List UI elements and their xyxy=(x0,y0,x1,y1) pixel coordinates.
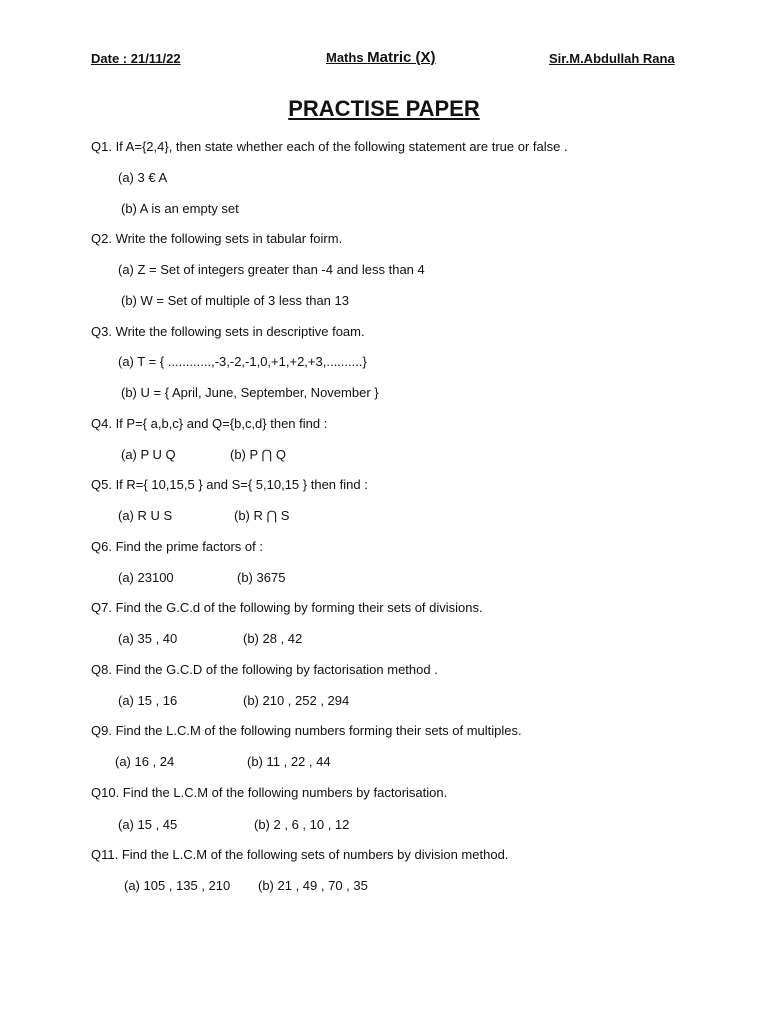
question-6: Q6. Find the prime factors of : xyxy=(91,539,263,554)
question-2-part-b: (b) W = Set of multiple of 3 less than 13 xyxy=(121,293,349,308)
question-3: Q3. Write the following sets in descriptive foam. xyxy=(91,324,365,339)
question-4-part-b: (b) P ⋂ Q xyxy=(230,447,286,462)
question-4-part-a: (a) P U Q xyxy=(121,447,176,462)
date-label: Date : 21/11/22 xyxy=(91,51,181,66)
question-10: Q10. Find the L.C.M of the following numbers by factorisation. xyxy=(91,785,448,800)
question-5-part-a: (a) R U S xyxy=(118,508,173,523)
question-9-part-b: (b) 11 , 22 , 44 xyxy=(247,754,331,769)
question-11-part-b: (b) 21 , 49 , 70 , 35 xyxy=(258,878,368,893)
question-7: Q7. Find the G.C.d of the following by forming their sets of divisions. xyxy=(91,600,483,615)
question-2: Q2. Write the following sets in tabular foirm. xyxy=(91,231,343,246)
subject-label xyxy=(326,50,436,66)
question-11-part-a: (a) 105 , 135 , 210 xyxy=(124,878,231,893)
question-8-part-b: (b) 210 , 252 , 294 xyxy=(243,693,350,708)
question-6-part-a: (a) 23100 xyxy=(118,570,174,585)
question-4: Q4. If P={ a,b,c} and Q={b,c,d} then find : xyxy=(91,416,328,431)
question-9: Q9. Find the L.C.M of the following numbers forming their sets of multiples. xyxy=(91,723,522,738)
subject-class: Matric (X) xyxy=(367,49,436,66)
question-7-part-b: (b) 28 , 42 xyxy=(243,631,303,646)
page-title: PRACTISE PAPER xyxy=(288,96,480,121)
question-2-part-a: (a) Z = Set of integers greater than -4 and less than 4 xyxy=(118,262,425,277)
question-1-part-b: (b) A is an empty set xyxy=(121,201,239,216)
question-1-part-a: (a) 3 € A xyxy=(118,170,168,185)
question-5: Q5. If R={ 10,15,5 } and S={ 5,10,15 } then find : xyxy=(91,477,368,492)
question-3-part-a: (a) T = { ............,-3,-2,-1,0,+1,+2,+3,..........} xyxy=(118,354,367,369)
teacher-name: Sir.M.Abdullah Rana xyxy=(549,51,675,66)
question-9-part-a: (a) 16 , 24 xyxy=(115,754,175,769)
question-10-part-a: (a) 15 , 45 xyxy=(118,817,178,832)
question-8: Q8. Find the G.C.D of the following by factorisation method . xyxy=(91,662,438,677)
question-1: Q1. If A={2,4}, then state whether each of the following statement are true or false . xyxy=(91,139,568,154)
question-3-part-b: (b) U = { April, June, September, November } xyxy=(121,385,379,400)
question-11: Q11. Find the L.C.M of the following sets of numbers by division method. xyxy=(91,847,509,862)
question-5-part-b: (b) R ⋂ S xyxy=(234,508,290,523)
question-6-part-b: (b) 3675 xyxy=(237,570,286,585)
question-7-part-a: (a) 35 , 40 xyxy=(118,631,178,646)
question-8-part-a: (a) 15 , 16 xyxy=(118,693,178,708)
subject-prefix: Maths xyxy=(326,50,368,65)
question-10-part-b: (b) 2 , 6 , 10 , 12 xyxy=(254,817,350,832)
